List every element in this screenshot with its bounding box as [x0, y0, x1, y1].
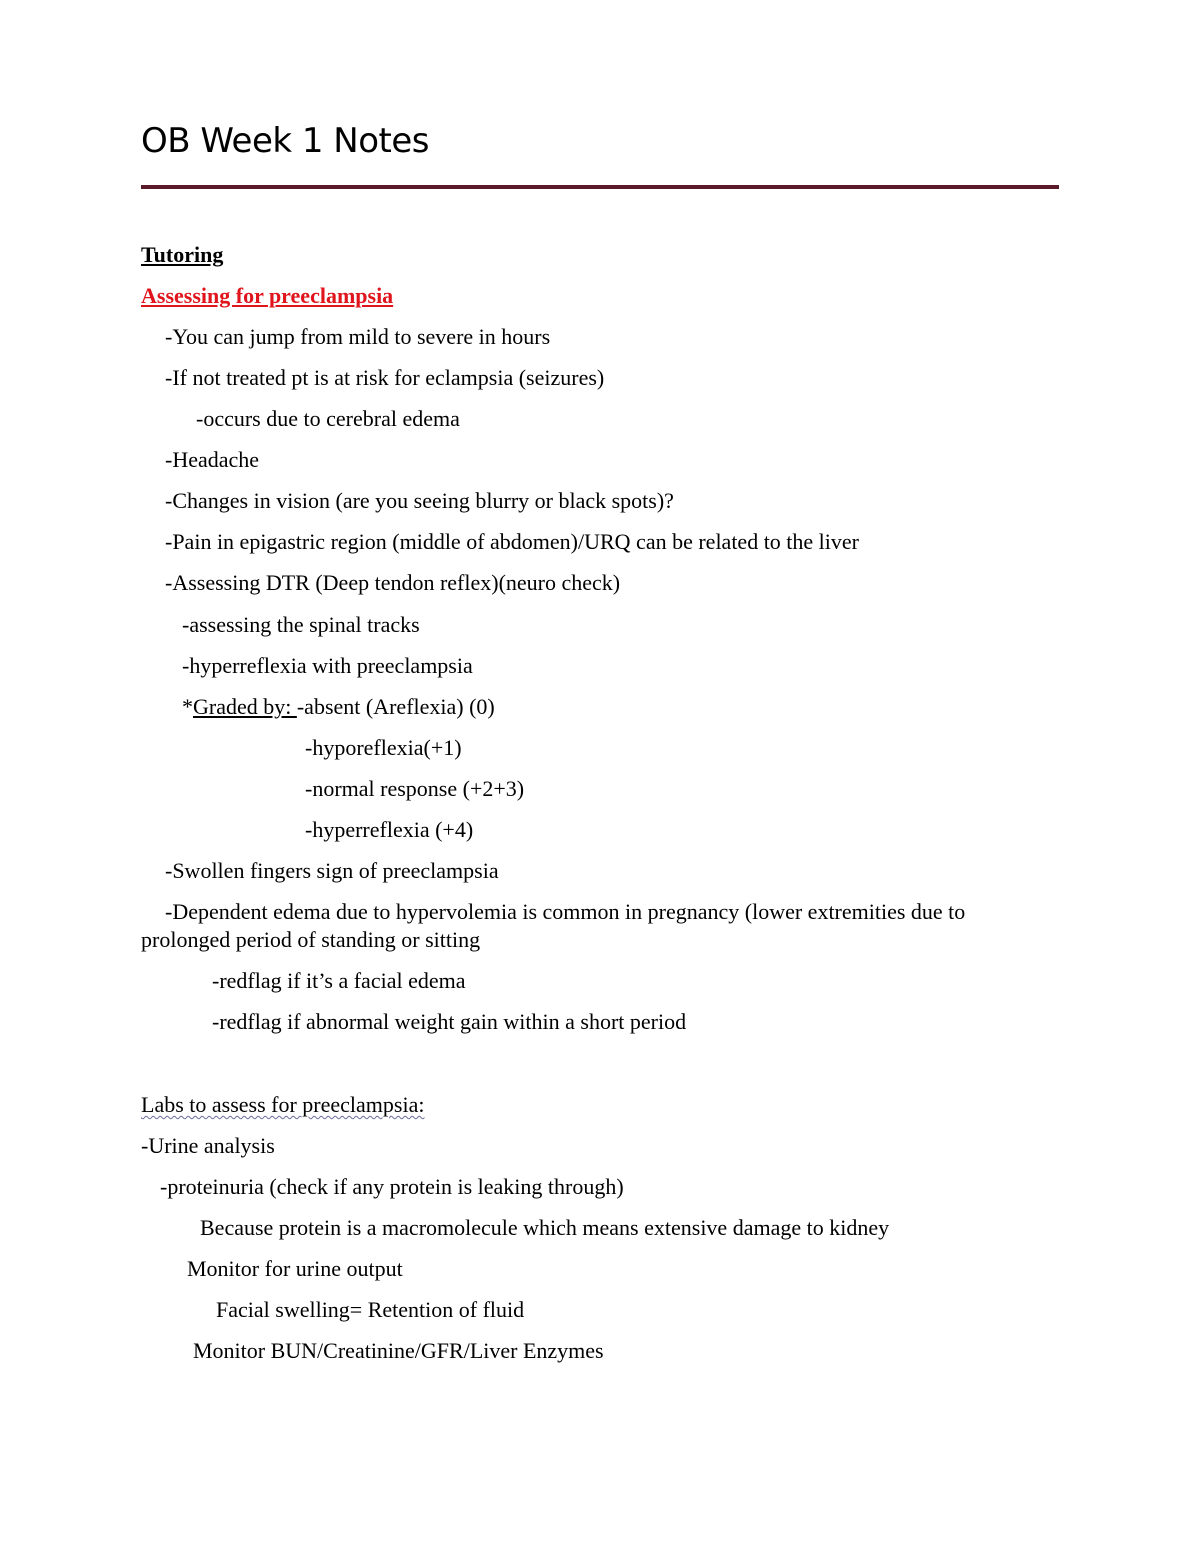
asterisk-marker: *	[182, 694, 193, 719]
note-line: -You can jump from mild to severe in hours	[165, 324, 551, 349]
note-line: -Dependent edema due to hypervolemia is common in pregnancy (lower extremities due to	[165, 899, 966, 924]
grade-item: -normal response (+2+3)	[305, 776, 525, 801]
note-line: -redflag if abnormal weight gain within a short period	[212, 1009, 687, 1034]
note-line: -assessing the spinal tracks	[182, 612, 420, 637]
document-title: OB Week 1 Notes	[141, 121, 429, 161]
grade-item: -hyporeflexia(+1)	[305, 735, 462, 760]
note-line: -redflag if it’s a facial edema	[212, 968, 466, 993]
note-line: -Assessing DTR (Deep tendon reflex)(neuro check)	[165, 570, 621, 595]
lab-line: Facial swelling= Retention of fluid	[216, 1297, 525, 1322]
lab-line: Monitor BUN/Creatinine/GFR/Liver Enzymes	[193, 1338, 604, 1363]
note-line: -occurs due to cerebral edema	[196, 406, 460, 431]
note-line: -hyperreflexia with preeclampsia	[182, 653, 473, 678]
note-line: -If not treated pt is at risk for eclampsia (seizures)	[165, 365, 605, 390]
lab-line: Monitor for urine output	[187, 1256, 403, 1281]
lab-line: -proteinuria (check if any protein is leaking through)	[160, 1174, 624, 1199]
note-line-continuation: prolonged period of standing or sitting	[141, 927, 481, 952]
note-line: -Pain in epigastric region (middle of abdomen)/URQ can be related to the liver	[165, 529, 859, 554]
graded-by-line	[182, 693, 495, 721]
note-line: -Changes in vision (are you seeing blurry or black spots)?	[165, 488, 674, 513]
section-heading-tutoring: Tutoring	[141, 242, 224, 267]
graded-by-label: Graded by:	[193, 694, 297, 719]
note-line: -Swollen fingers sign of preeclampsia	[165, 858, 499, 883]
grade-item: -hyperreflexia (+4)	[305, 817, 474, 842]
title-divider	[141, 185, 1059, 189]
lab-line: Because protein is a macromolecule which means extensive damage to kidney	[200, 1215, 890, 1240]
labs-heading-text: Labs to assess for preeclampsia:	[141, 1092, 425, 1117]
graded-absent: -absent (Areflexia) (0)	[296, 694, 495, 719]
lab-line: -Urine analysis	[141, 1133, 275, 1158]
note-line: -Headache	[165, 447, 260, 472]
section-heading-preeclampsia: Assessing for preeclampsia	[141, 283, 394, 308]
labs-heading	[141, 1091, 424, 1119]
